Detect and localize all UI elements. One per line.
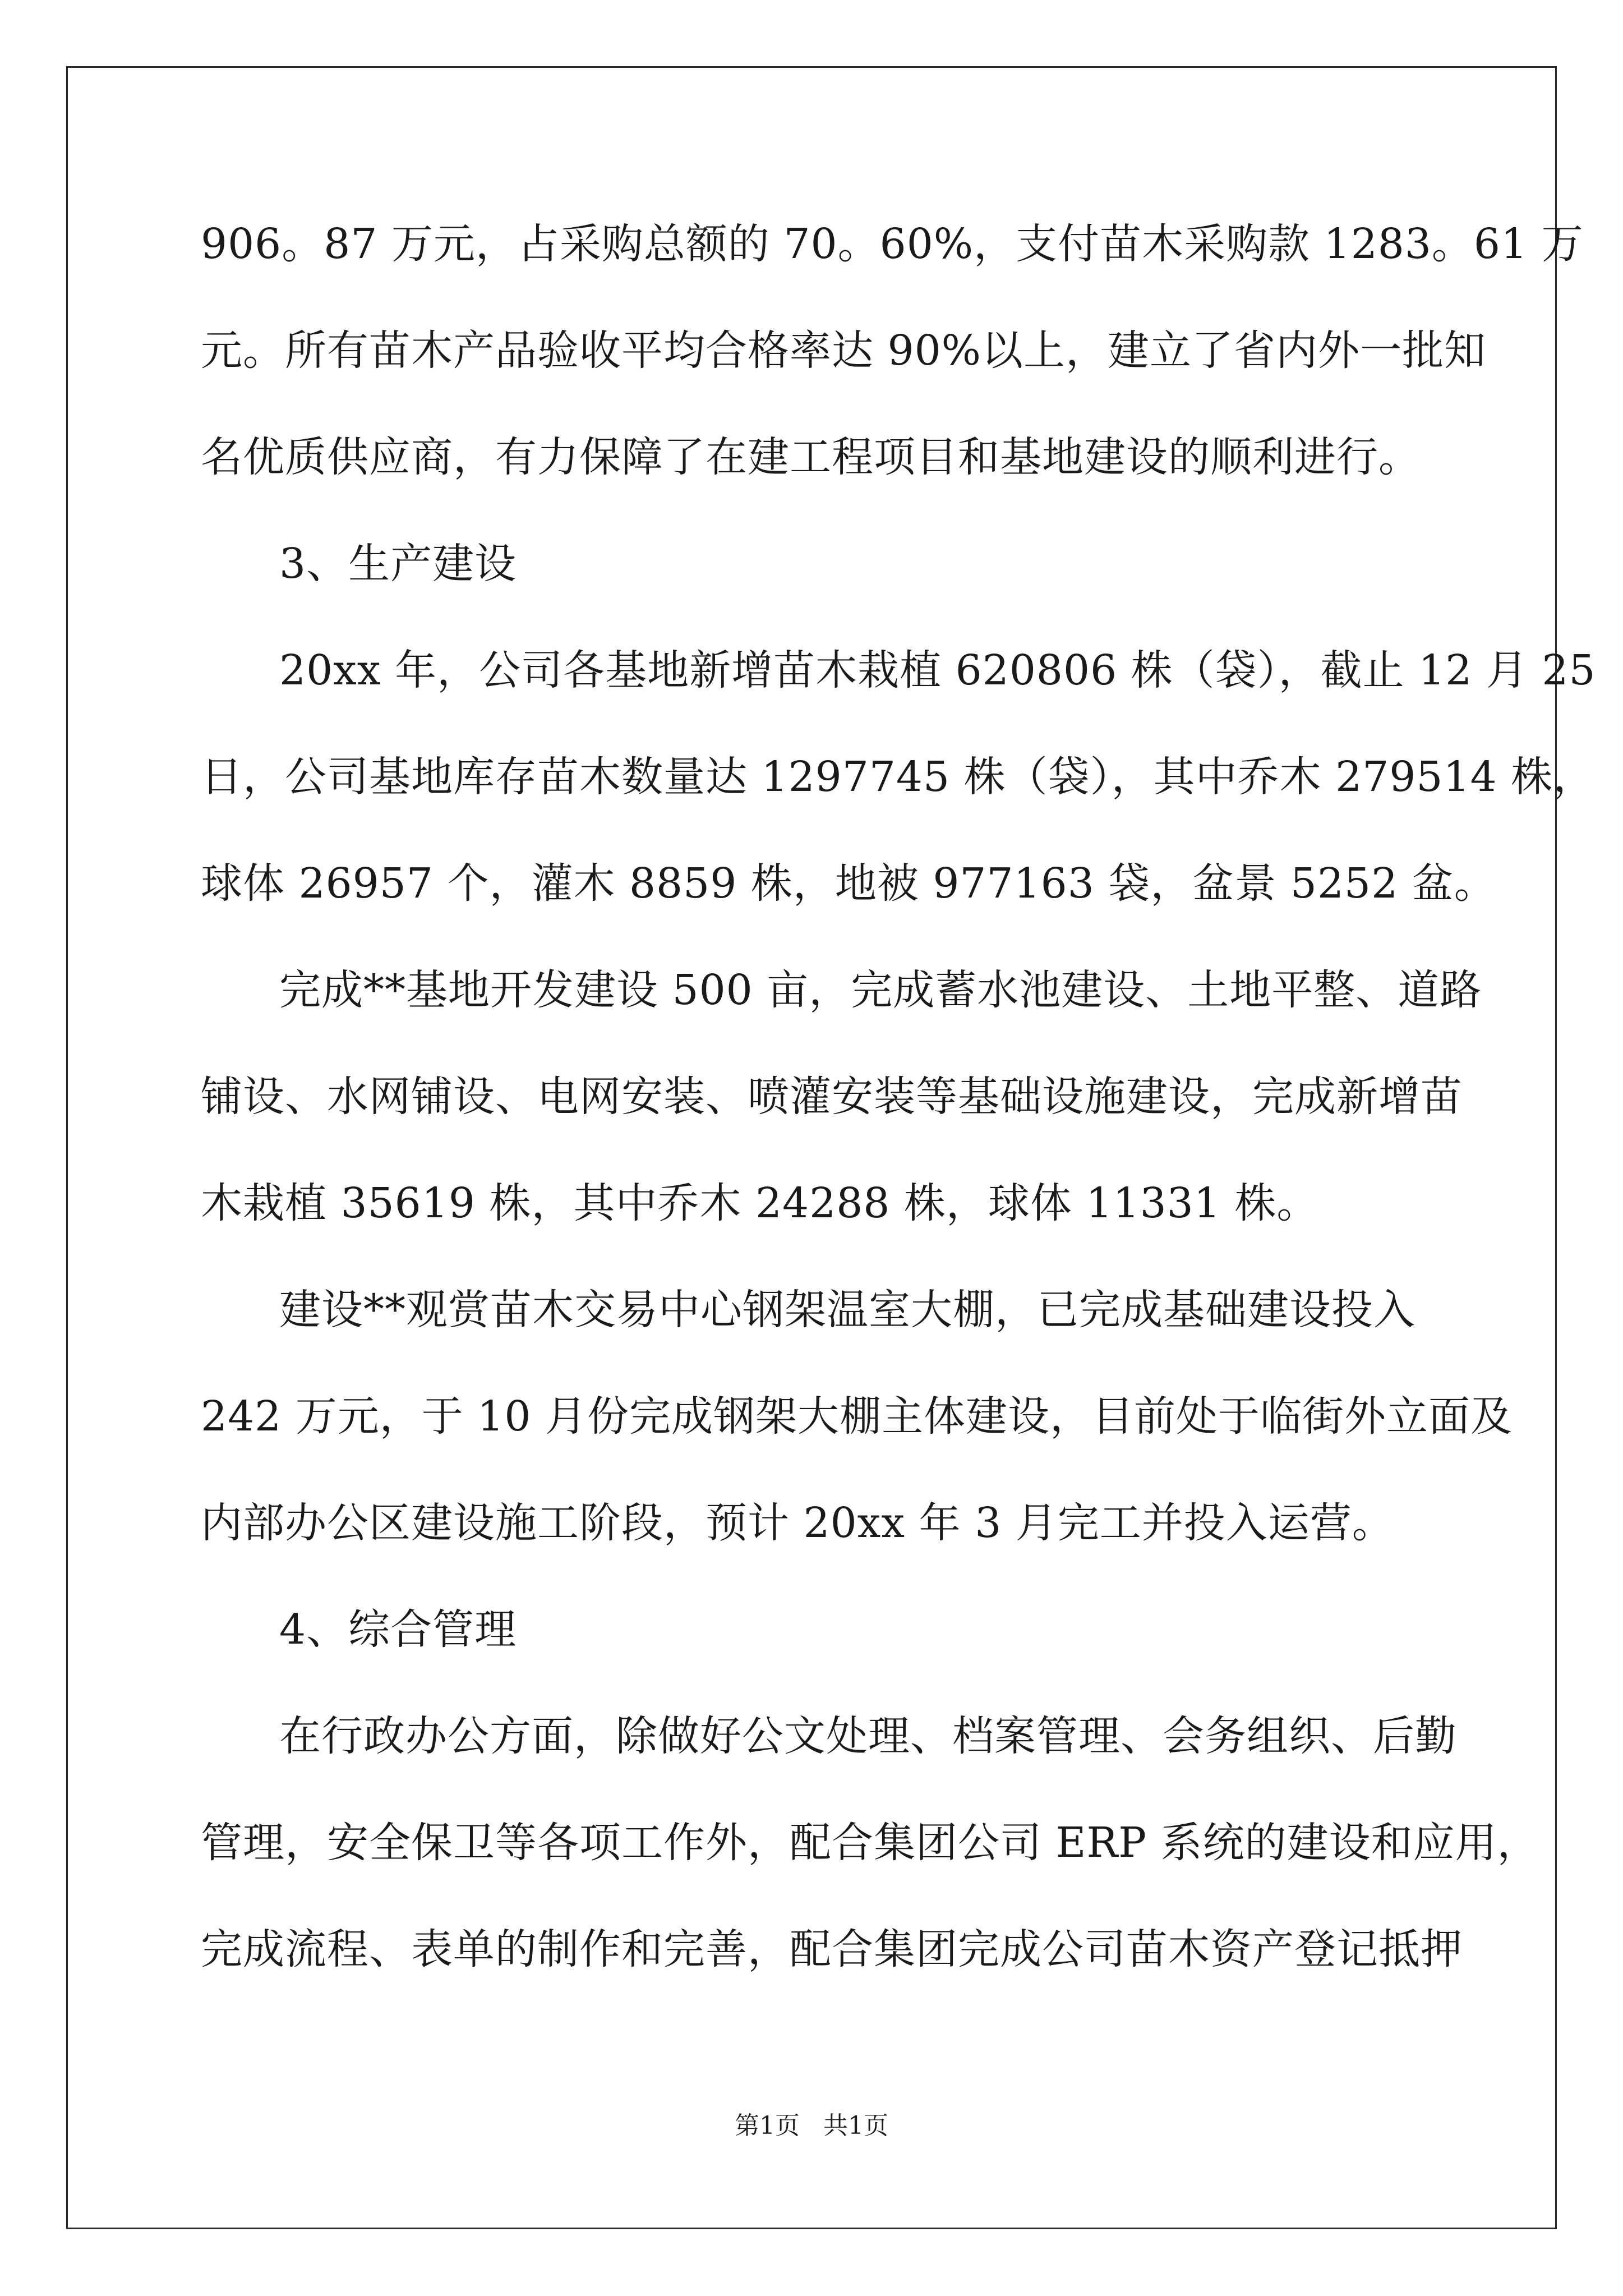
section-heading-production: 3、生产建设 — [279, 540, 517, 588]
text-line-16: 管理，安全保卫等各项工作外，配合集团公司 ERP 系统的建设和应用， — [201, 1819, 1539, 1867]
text-line-10: 木栽植 35619 株，其中乔木 24288 株，球体 11331 株。 — [201, 1179, 1319, 1227]
page-number-footer: 第1页 共1页 — [735, 2111, 888, 2140]
text-line-17: 完成流程、表单的制作和完善，配合集团完成公司苗木资产登记抵押 — [201, 1925, 1463, 1973]
text-line-15: 在行政办公方面，除做好公文处理、档案管理、会务组织、后勤 — [279, 1712, 1457, 1760]
text-line-12: 242 万元，于 10 月份完成钢架大棚主体建设，目前处于临街外立面及 — [201, 1392, 1513, 1441]
text-line-2: 元。所有苗木产品验收平均合格率达 90%以上，建立了省内外一批知 — [201, 326, 1486, 375]
document-body — [201, 191, 1596, 2003]
text-line-9: 铺设、水网铺设、电网安装、喷灌安装等基础设施建设，完成新增苗 — [201, 1073, 1463, 1121]
text-line-5: 20xx 年，公司各基地新增苗木栽植 620806 株（袋），截止 12 月 25 — [279, 646, 1596, 694]
text-line-3: 名优质供应商，有力保障了在建工程项目和基地建设的顺利进行。 — [201, 433, 1421, 481]
text-line-6: 日，公司基地库存苗木数量达 1297745 株（袋），其中乔木 279514 株， — [201, 753, 1596, 801]
text-line-13: 内部办公区建设施工阶段，预计 20xx 年 3 月完工并投入运营。 — [201, 1499, 1394, 1547]
text-line-1: 906。87 万元，占采购总额的 70。60%，支付苗木采购款 1283。61 万 — [201, 220, 1584, 268]
section-heading-management: 4、综合管理 — [279, 1605, 517, 1654]
text-line-8: 完成**基地开发建设 500 亩，完成蓄水池建设、土地平整、道路 — [279, 966, 1482, 1014]
text-line-11: 建设**观赏苗木交易中心钢架温室大棚，已完成基础建设投入 — [279, 1286, 1415, 1334]
text-line-7: 球体 26957 个，灌木 8859 株，地被 977163 袋，盆景 5252 盆。 — [201, 859, 1496, 908]
